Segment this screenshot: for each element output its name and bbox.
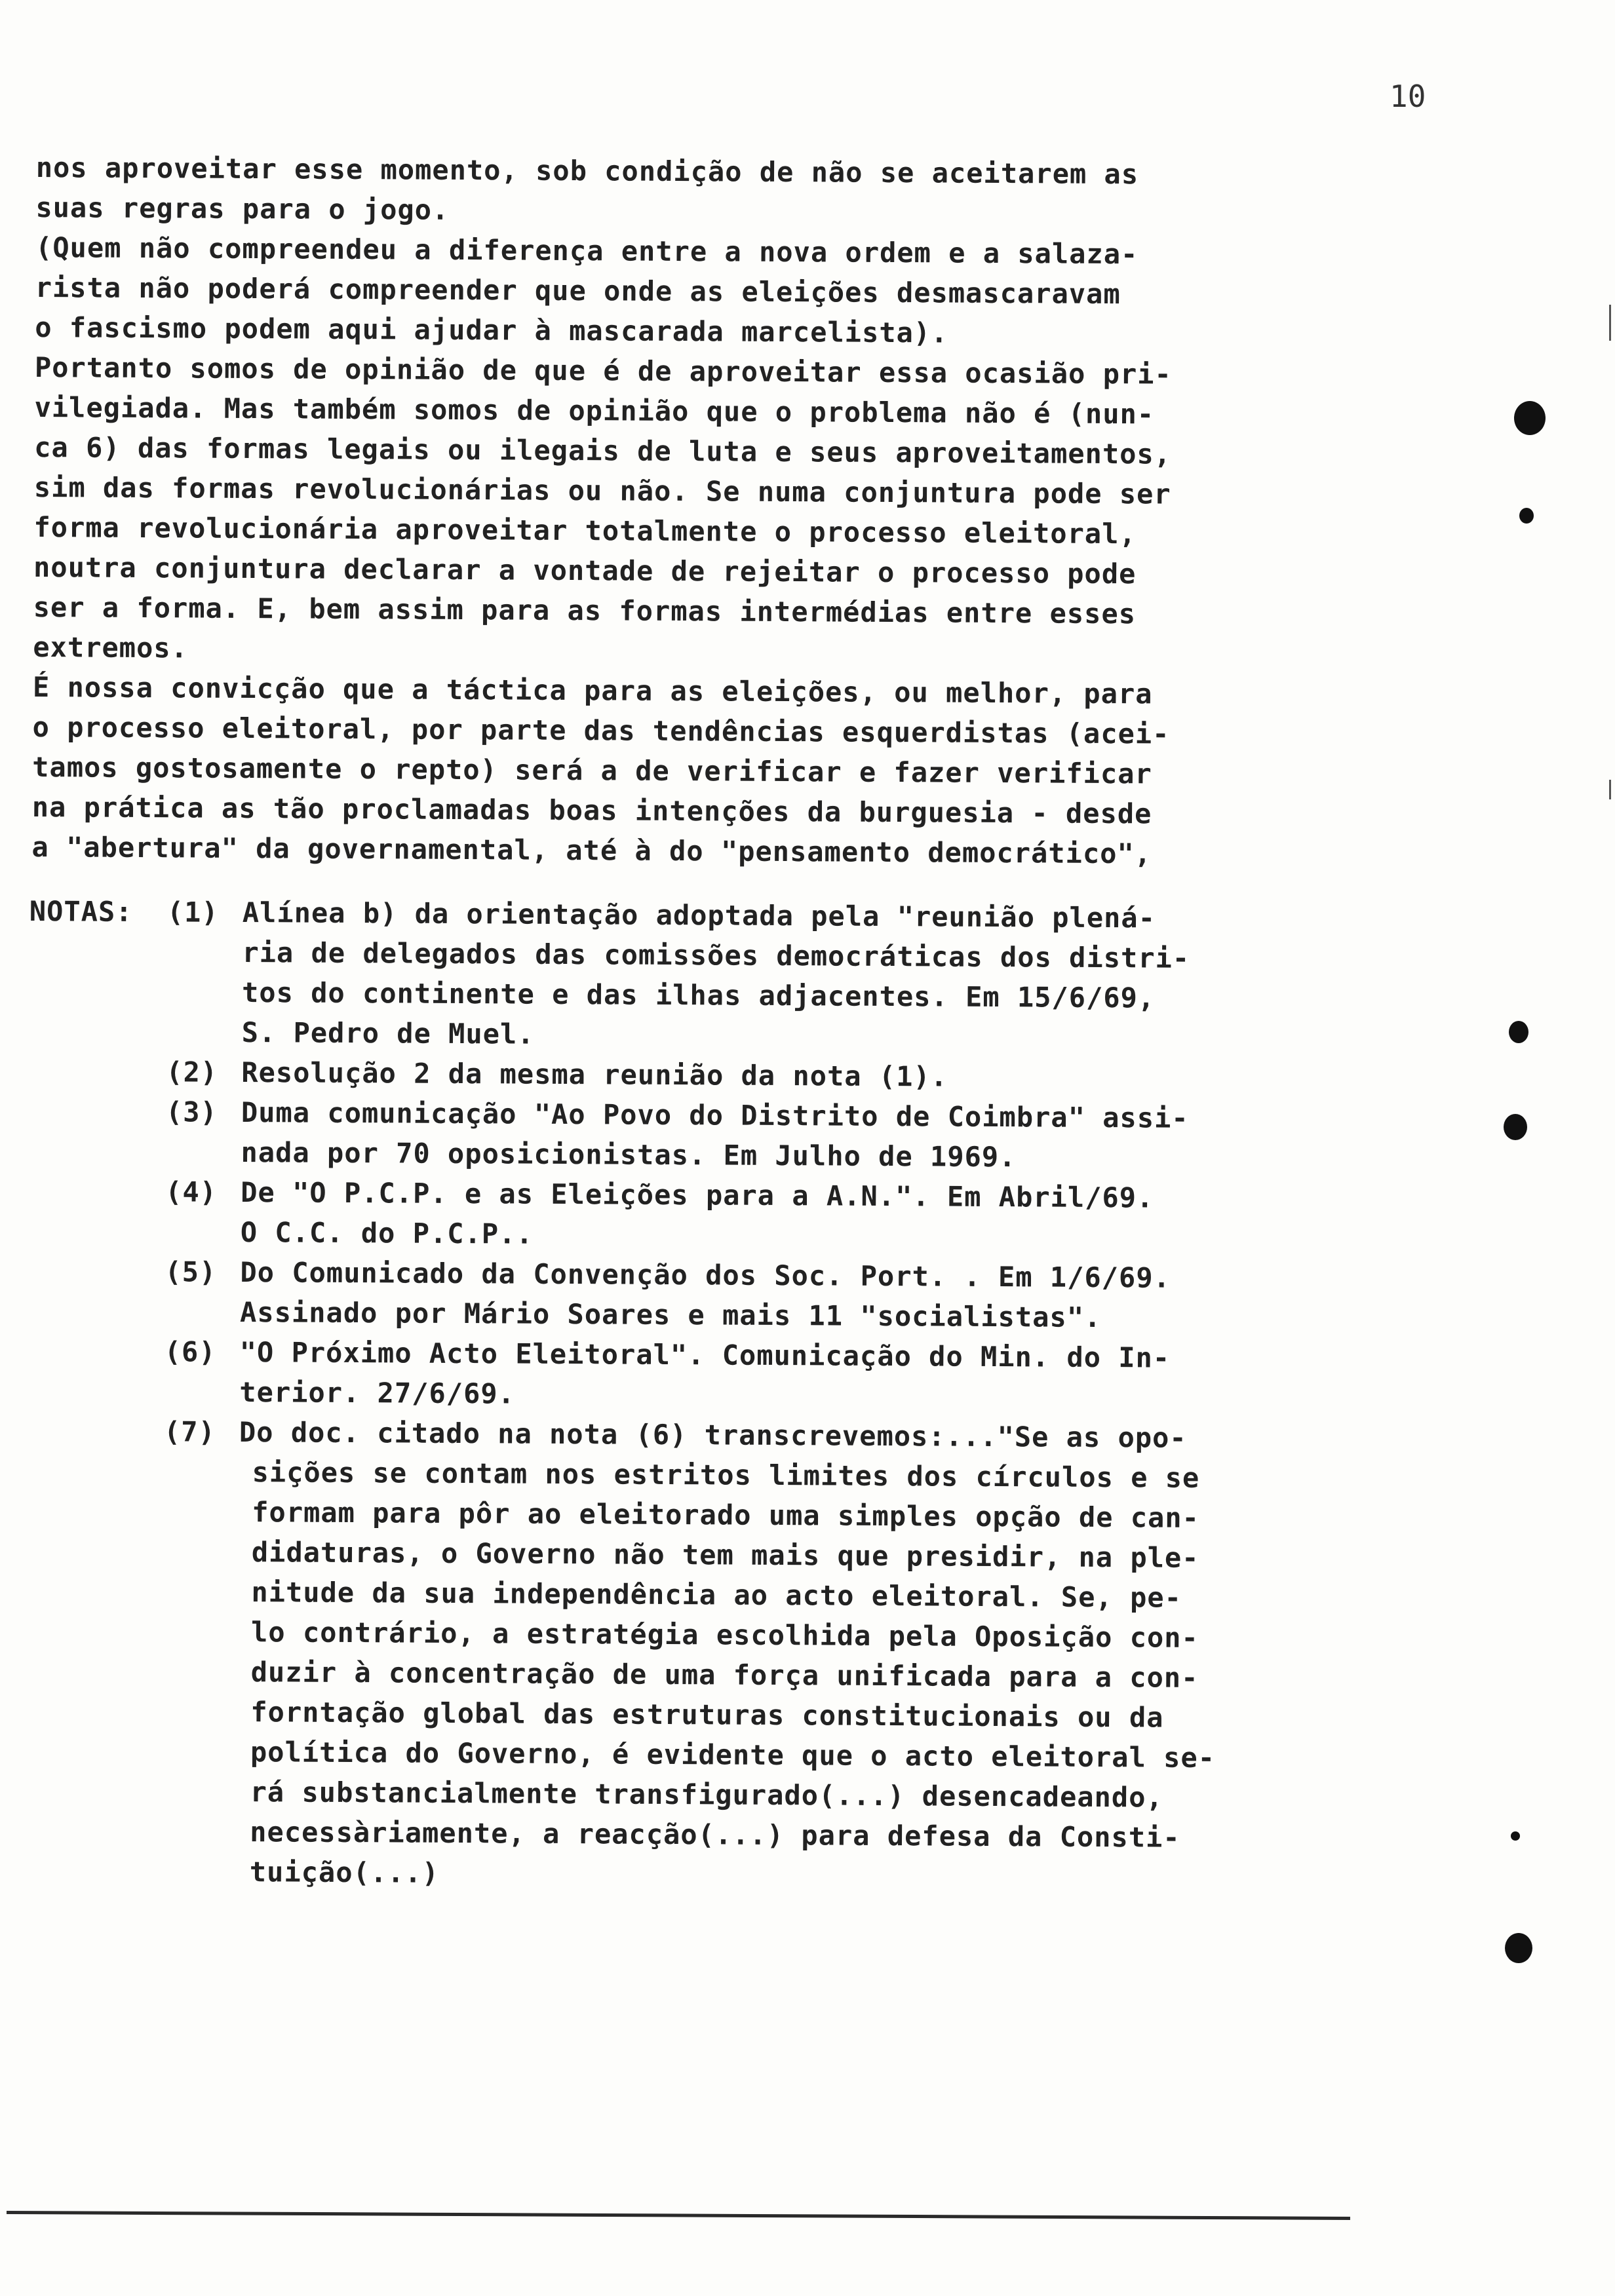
note-text: nitude da sua independência ao acto eleitoral. Se, pe- (251, 1576, 1182, 1614)
body-line: nos aproveitar esse momento, sob condição de não se aceitarem as (35, 151, 1139, 191)
note-number: (6) (164, 1335, 216, 1368)
body-line: (Quem não compreendeu a diferença entre a nova ordem e a salaza- (35, 231, 1138, 271)
body-line: o fascismo podem aqui ajudar à mascarada marcelista). (35, 311, 948, 349)
note-text: tos do continente e das ilhas adjacentes. Em 15/6/69, (241, 976, 1156, 1014)
note-text: terior. 27/6/69. (239, 1375, 516, 1410)
note-text: S. Pedro de Muel. (241, 1016, 535, 1050)
note-number: (4) (165, 1176, 218, 1208)
punch-hole-mark (1509, 1021, 1528, 1043)
note-text: tuição(...) (249, 1856, 440, 1889)
body-line: ca 6) das formas legais ou ilegais de luta e seus aproveitamentos, (34, 430, 1172, 470)
note-text: necessàriamente, a reacção(...) para defesa da Consti- (250, 1816, 1180, 1854)
note-text: ria de delegados das comissões democráticas dos distri- (242, 936, 1190, 974)
bottom-rule (7, 2211, 1350, 2220)
punch-hole-mark (1511, 1831, 1520, 1841)
page-number: 10 (1390, 79, 1426, 114)
body-line: sim das formas revolucionárias ou não. Se numa conjuntura pode ser (33, 470, 1171, 510)
body-line: vilegiada. Mas também somos de opinião que o problema não é (nun- (34, 391, 1155, 430)
body-line: extremos. (33, 630, 189, 664)
note-number: (3) (165, 1096, 218, 1128)
margin-mark (1609, 780, 1611, 799)
punch-hole-mark (1505, 1933, 1532, 1963)
body-line: na prática as tão proclamadas boas intenções da burguesia - desde (31, 790, 1152, 830)
notes-section (24, 891, 1439, 1899)
body-line: ser a forma. E, bem assim para as formas intermédias entre esses (33, 590, 1137, 630)
note-text: Duma comunicação "Ao Povo do Distrito de Coimbra" assi- (241, 1096, 1189, 1134)
note-text: "O Próximo Acto Eleitoral". Comunicação do Min. do In- (239, 1335, 1171, 1374)
note-text: Do Comunicado da Convenção dos Soc. Port. . Em 1/6/69. (240, 1255, 1171, 1294)
note-number: (2) (166, 1056, 218, 1088)
note-text: Do doc. citado na nota (6) transcrevemos:..."Se as opo- (239, 1415, 1187, 1454)
note-text: Alínea b) da orientação adoptada pela "reunião plená- (242, 896, 1156, 934)
note-text: Assinado por Mário Soares e mais 11 "socialistas". (239, 1295, 1102, 1334)
note-text: lo contrário, a estratégia escolhida pela Oposição con- (250, 1616, 1199, 1654)
note-number: (5) (165, 1255, 217, 1288)
body-line: rista não poderá compreender que onde as eleições desmascaravam (35, 271, 1121, 311)
note-text: duzir à concentração de uma força unificada para a con- (250, 1656, 1199, 1694)
note-number: (1) (166, 896, 219, 928)
body-line: suas regras para o jogo. (35, 191, 450, 226)
body-line: noutra conjuntura declarar a vontade de rejeitar o processo pode (33, 550, 1137, 590)
body-line: forma revolucionária aproveitar totalmente o processo eleitoral, (33, 510, 1137, 550)
note-text: forntação global das estruturas constitucionais ou da (250, 1696, 1164, 1734)
note-text: política do Governo, é evidente que o acto eleitoral se- (250, 1736, 1216, 1774)
body-line: o processo eleitoral, por parte das tendências esquerdistas (acei- (32, 710, 1170, 750)
margin-mark (1609, 305, 1611, 341)
note-text: didaturas, o Governo não tem mais que presidir, na ple- (251, 1536, 1199, 1574)
note-text: De "O P.C.P. e as Eleições para a A.N.". Em Abril/69. (241, 1176, 1154, 1214)
note-text: Resolução 2 da mesma reunião da nota (1). (241, 1056, 948, 1093)
note-text: rá substancialmente transfigurado(...) desencadeando, (250, 1776, 1163, 1814)
punch-hole-mark (1514, 401, 1546, 435)
note-text: nada por 70 oposicionistas. Em Julho de 1969. (241, 1136, 1017, 1174)
body-line: tamos gostosamente o repto) será a de verificar e fazer verificar (32, 750, 1152, 790)
note-text: formam para pôr ao eleitorado uma simples opção de can- (252, 1496, 1200, 1534)
note-text: sições se contam nos estritos limites dos círculos e se (252, 1456, 1200, 1494)
body-line: a "abertura" da governamental, até à do "pensamento democrático", (31, 830, 1152, 870)
punch-hole-mark (1504, 1114, 1527, 1140)
note-text: O C.C. do P.C.P.. (240, 1215, 534, 1250)
body-text (31, 147, 1419, 875)
body-line: Portanto somos de opinião de que é de aproveitar essa ocasião pri- (34, 351, 1172, 391)
punch-hole-mark (1519, 508, 1534, 524)
body-line: É nossa convicção que a táctica para as eleições, ou melhor, para (32, 670, 1153, 710)
notes-heading: NOTAS: (29, 894, 133, 928)
note-number: (7) (163, 1415, 216, 1448)
